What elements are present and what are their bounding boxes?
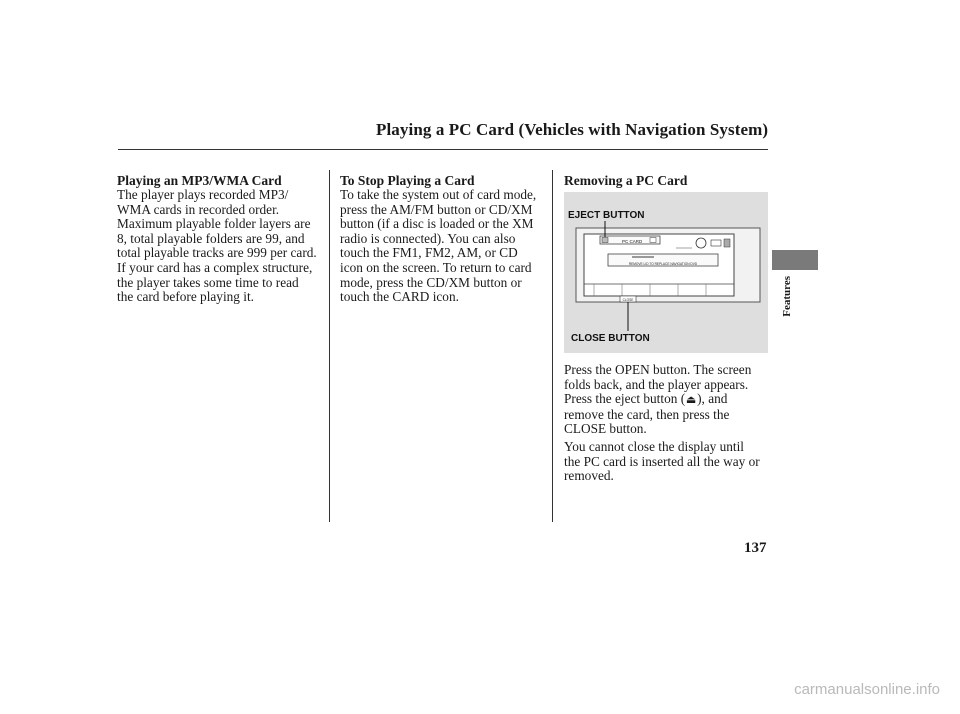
eject-button-label: EJECT BUTTON [568, 210, 645, 221]
column-divider-left [329, 170, 330, 522]
remove-para-1-a: Press the OPEN button. The screen folds back, and the player appears. Press the eject button ( [564, 362, 752, 407]
mp3-heading: Playing an MP3/WMA Card [117, 173, 282, 188]
column-divider-right [552, 170, 553, 522]
side-tab-block [772, 250, 818, 270]
footer-watermark: carmanualsonline.info [794, 681, 940, 698]
stop-body: To take the system out of card mode, press the AM/FM button or CD/XM button (if a disc is loaded or the XM radio is connected). You can also touch the FM1, FM2, AM, or CD icon on the screen. To return to card mode, press the CD/XM button or touch the CARD icon. [340, 187, 537, 305]
remove-para-1 [564, 363, 774, 437]
mp3-body: The player plays recorded MP3/ WMA cards in recorded order. Maximum playable folder layers are 8, total playable folders are 99, and total playable tracks are 999 per card. If your card has a complex structure, the player takes some time to read the card before playing it. [117, 187, 317, 305]
remove-para-1-b: ), and remove the card, then press the CLOSE button. [564, 391, 730, 437]
page-number: 137 [744, 540, 767, 556]
remove-para-2: You cannot close the display until the PC card is inserted all the way or removed. [564, 439, 760, 484]
close-key-text: CLOSE [622, 298, 634, 302]
page-title: Playing a PC Card (Vehicles with Navigation System) [376, 120, 769, 139]
title-rule [118, 149, 768, 150]
stop-heading: To Stop Playing a Card [340, 173, 475, 188]
pc-card-slot-text: PC CARD [622, 239, 643, 244]
close-button-label: CLOSE BUTTON [571, 333, 650, 344]
pc-card-figure [564, 192, 768, 353]
remove-heading: Removing a PC Card [564, 173, 688, 188]
eject-icon: ⏏ [685, 394, 697, 407]
side-tab-label: Features [781, 276, 793, 317]
lid-instruction-text: REMOVE LID TO REPLACE NAVIGATION DVD [628, 262, 698, 266]
